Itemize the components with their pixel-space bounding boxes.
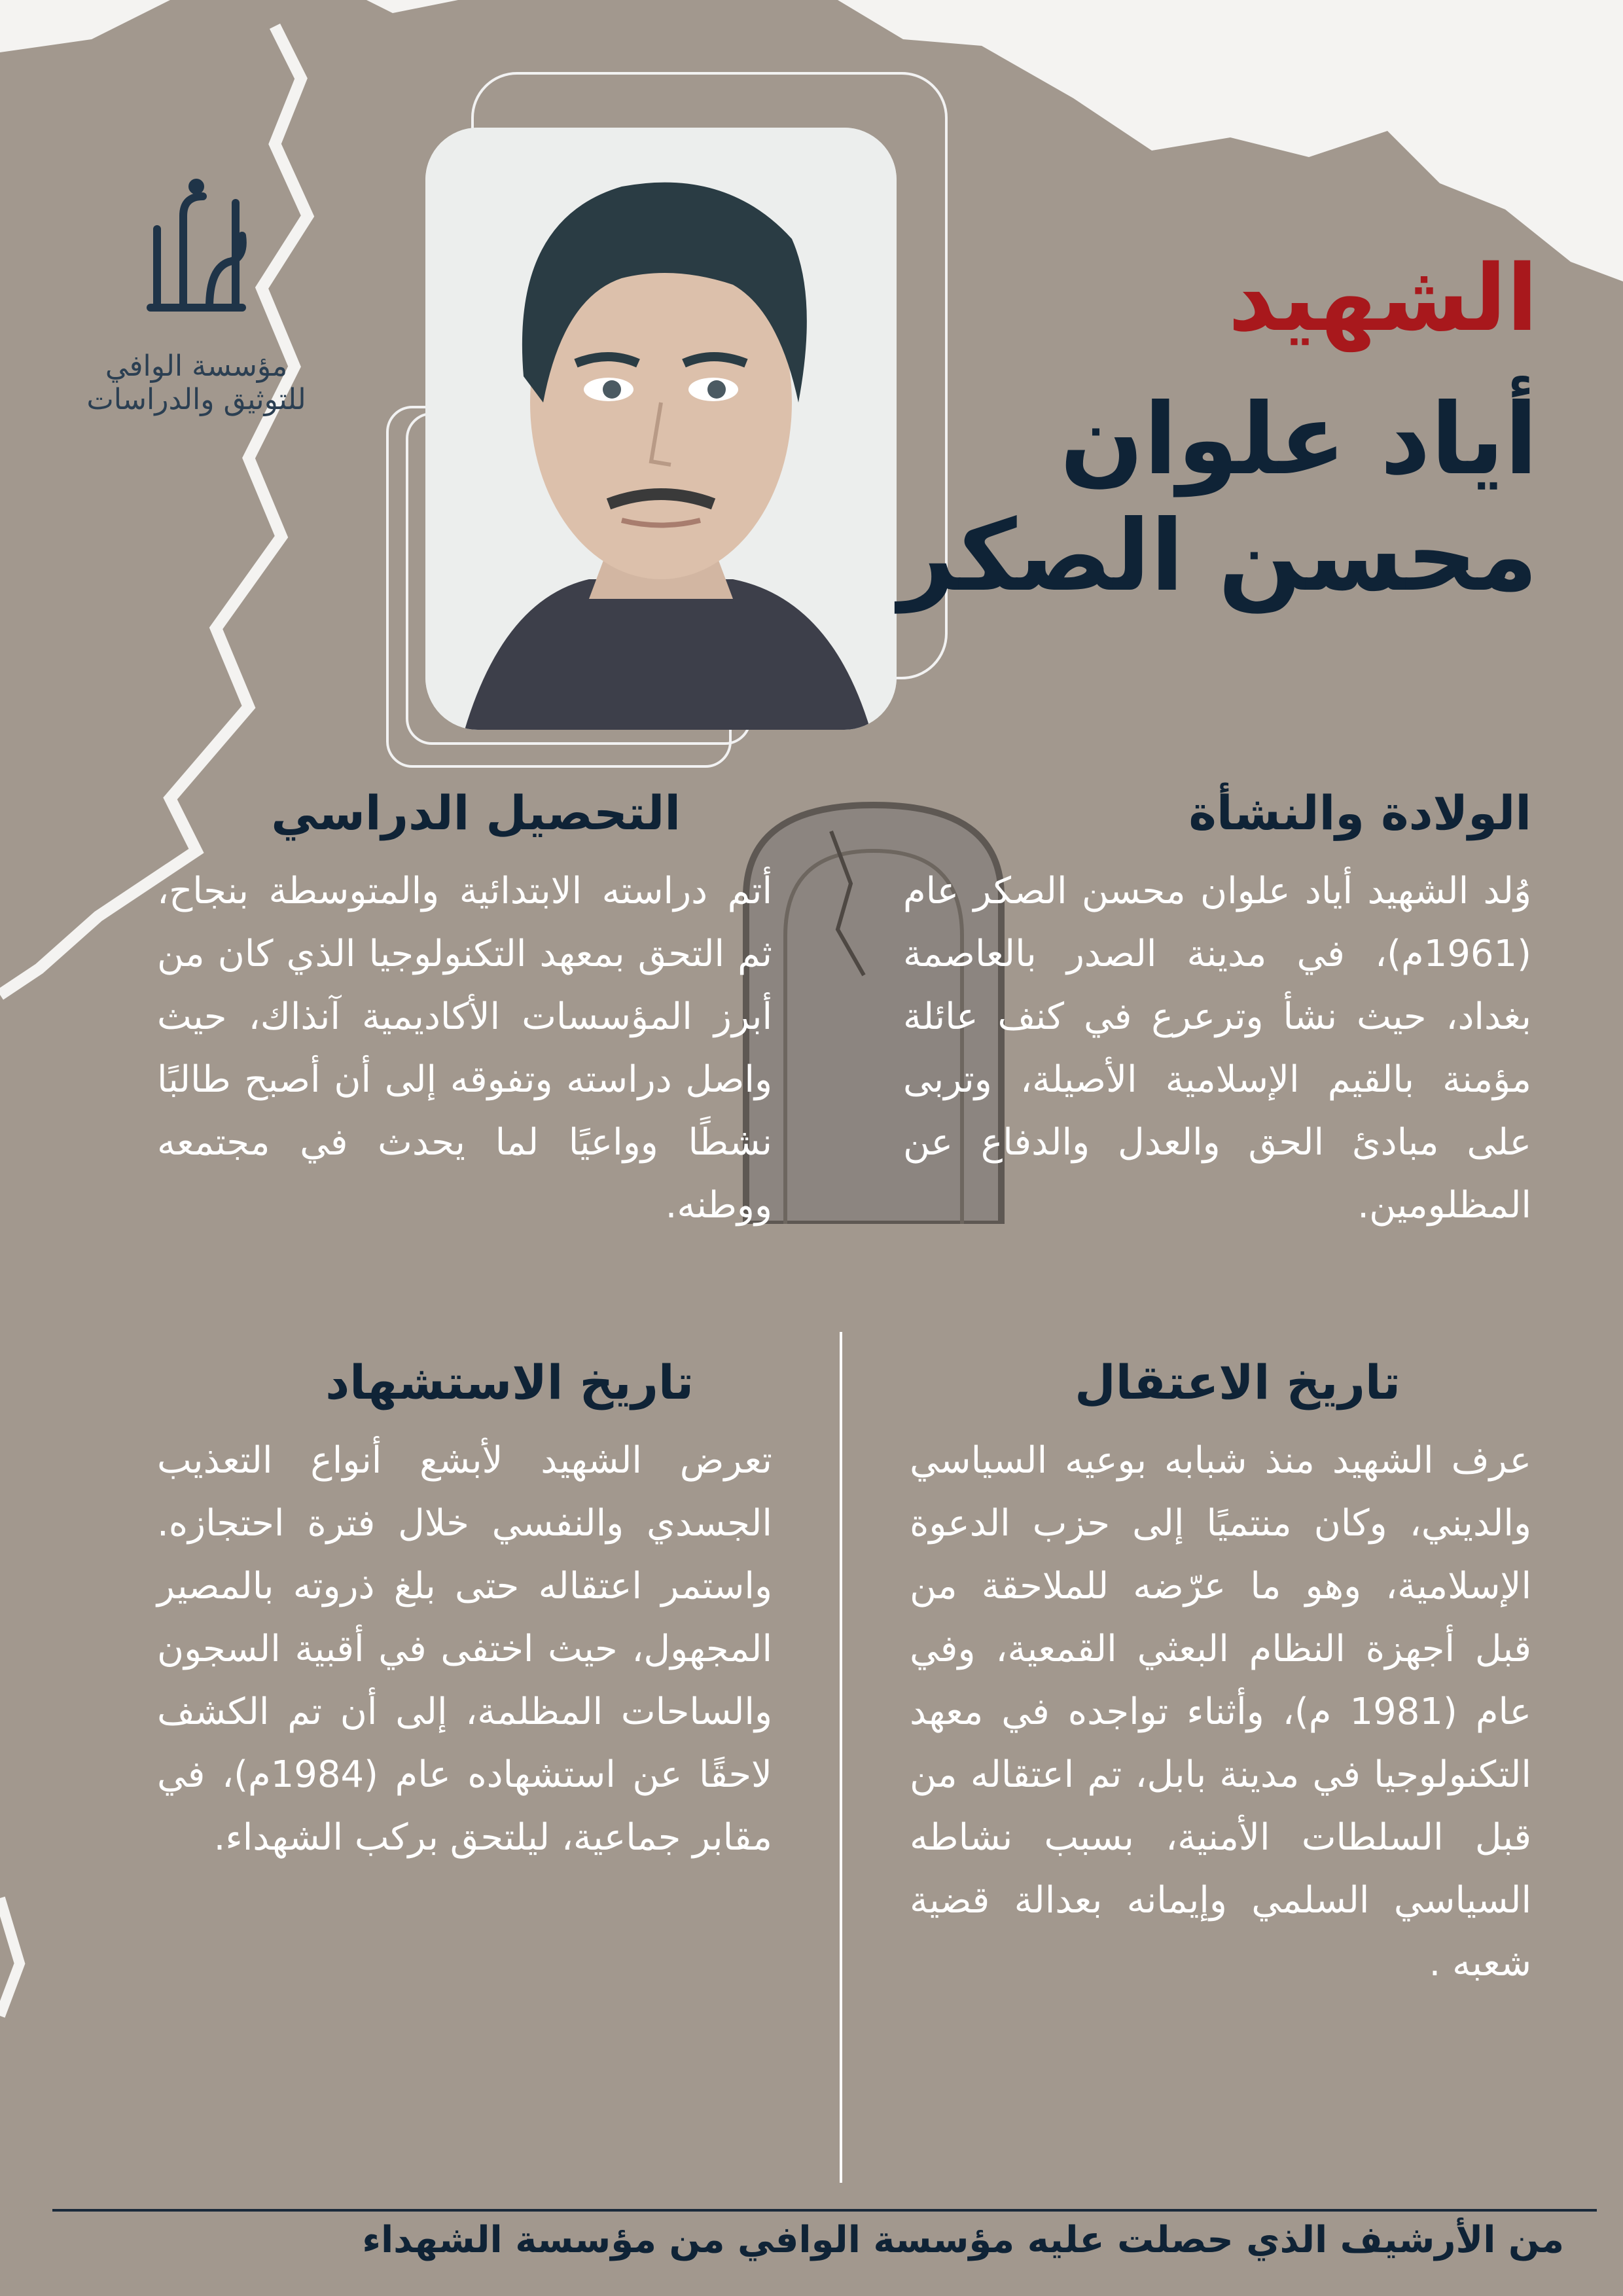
section-birth bbox=[903, 785, 1531, 1237]
martyr-name-line1: أياد علوان bbox=[1060, 383, 1538, 497]
section-arrest-body: عرف الشهيد منذ شبابه بوعيه السياسي والديني، وكان منتميًا إلى حزب الدعوة الإسلامية، وهو ما عرّضه للملاحقة من قبل أجهزة النظام البعثي القمعية، وفي عام (1981 م)، وأثناء تواجده في معهد التكنولوجيا في مدينة بابل، تم اعتقاله من قبل السلطات الأمنية، بسبب نشاطه السياسي السلمي وإيمانه بعدالة قضية شعبه . bbox=[910, 1439, 1532, 1984]
footer-divider bbox=[52, 2209, 1597, 2212]
column-divider bbox=[840, 1332, 842, 2183]
title-block bbox=[818, 245, 1538, 613]
logo bbox=[72, 177, 321, 416]
section-education-body: أتم دراسته الابتدائية والمتوسطة بنجاح، ثم التحق بمعهد التكنولوجيا الذي كان من أبرز المؤسسات الأكاديمية آنذاك، حيث واصل دراسته وتفوقه إلى أن أصبح طالبًا نشطًا وواعيًا لما يحدث في مجتمعه ووطنه. bbox=[157, 870, 772, 1227]
logo-calligraphy-icon bbox=[131, 177, 262, 327]
title-martyr-label: الشهيد bbox=[1228, 245, 1538, 352]
logo-text: مؤسسة الوافي للتوثيق والدراسات bbox=[86, 350, 306, 416]
section-birth-title: الولادة والنشأة bbox=[1188, 785, 1531, 840]
footer-source-note: من الأرشيف الذي حصلت عليه مؤسسة الوافي من مؤسسة الشهداء bbox=[362, 2219, 1564, 2261]
section-birth-body: وُلد الشهيد أياد علوان محسن الصكر عام (1961م)، في مدينة الصدر بالعاصمة بغداد، حيث نشأ وترعرع في كنف عائلة مؤمنة بالقيم الإسلامية الأصيلة، وتربى على مبادئ الحق والعدل والدفاع عن المظلومين. bbox=[903, 870, 1531, 1227]
martyr-name-line2: محسن الصكر bbox=[899, 499, 1538, 613]
section-martyrdom-body: تعرض الشهيد لأبشع أنواع التعذيب الجسدي والنفسي خلال فترة احتجازه. واستمر اعتقاله حتى بلغ ذروته بالمصير المجهول، حيث اختفى في أقبية السجون والساحات المظلمة، إلى أن تم الكشف لاحقًا عن استشهاده عام (1984م)، في مقابر جماعية، ليلتحق بركب الشهداء. bbox=[157, 1439, 772, 1859]
section-education-title: التحصيل الدراسي bbox=[271, 785, 681, 840]
section-arrest bbox=[910, 1355, 1531, 1995]
section-arrest-title: تاريخ الاعتقال bbox=[1075, 1355, 1400, 1410]
section-martyrdom bbox=[157, 1355, 772, 1869]
section-martyrdom-title: تاريخ الاستشهاد bbox=[325, 1355, 694, 1410]
section-education bbox=[157, 785, 772, 1237]
